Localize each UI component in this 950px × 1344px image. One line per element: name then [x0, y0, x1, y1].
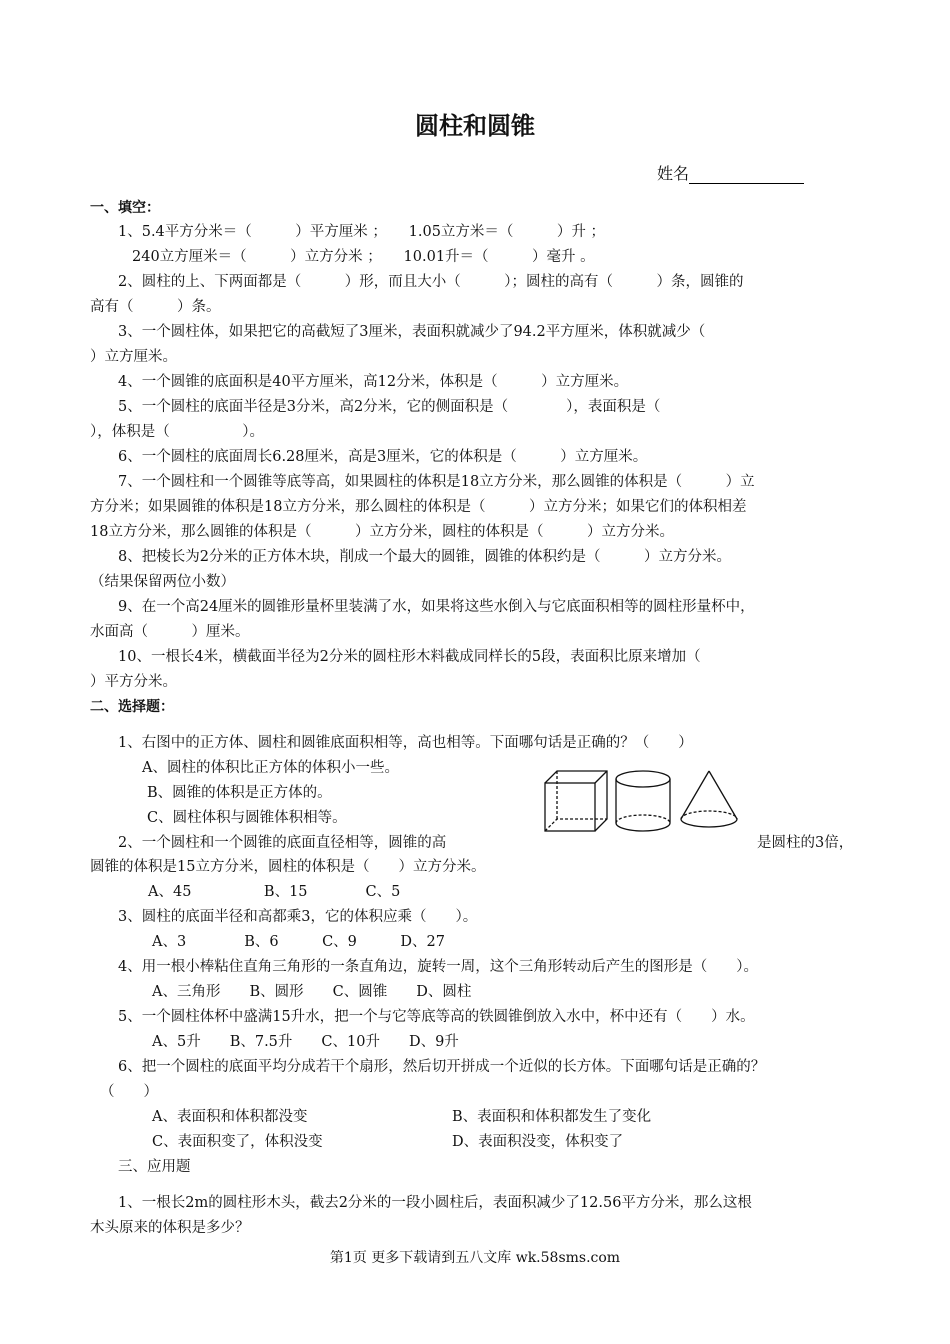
c2-options: A、45 B、15 C、5	[148, 884, 401, 900]
c1-option-a: A、圆柱的体积比正方体的体积小一些。	[142, 760, 399, 776]
c3-options: A、3 B、6 C、9 D、27	[152, 934, 445, 950]
q7-line2: 方分米；如果圆锥的体积是18立方分米，那么圆柱的体积是（ ）立方分米；如果它们的体积相差	[90, 499, 747, 515]
q1-line2: 240立方厘米＝（ ）立方分米 ； 10.01升＝（ ）毫升 。	[132, 249, 595, 265]
cube-figure	[545, 771, 607, 831]
q7-line1: 7、一个圆柱和一个圆锥等底等高，如果圆柱的体积是18立方分米，那么圆锥的体积是（ ）立	[118, 474, 755, 490]
q1-line1: 1、5.4平方分米＝（ ）平方厘米 ； 1.05立方米＝（ ）升 ；	[118, 224, 606, 240]
q2-line1: 2、圆柱的上、下两面都是（ ）形，而且大小（ ）；圆柱的高有（ ）条，圆锥的	[118, 274, 744, 290]
q9-line2: 水面高（ ）厘米。	[90, 624, 250, 640]
c6-option-b: B、表面积和体积都发生了变化	[452, 1109, 652, 1125]
c6-question: 6、把一个圆柱的底面平均分成若干个扇形，然后切开拼成一个近似的长方体。下面哪句话是正确的？	[118, 1059, 766, 1075]
c2-line2: 圆锥的体积是15立方分米，圆柱的体积是（ ）立方分米。	[90, 859, 486, 875]
q9-line1: 9、在一个高24厘米的圆锥形量杯里装满了水，如果将这些水倒入与它底面积相等的圆柱形量杯中，	[118, 599, 755, 615]
q6-line: 6、一个圆柱的底面周长6.28厘米，高是3厘米，它的体积是（ ）立方厘米。	[118, 449, 648, 465]
page-title: 圆柱和圆锥	[415, 112, 535, 140]
q2-line2: 高有（ ）条。	[90, 299, 221, 315]
q5-line2: ），体积是（ ）。	[90, 424, 264, 440]
cylinder-figure	[616, 771, 670, 831]
c6-option-d: D、表面积没变，体积变了	[452, 1134, 624, 1150]
section2-heading: 二、选择题：	[90, 699, 174, 715]
q3-line1: 3、一个圆柱体，如果把它的高截短了3厘米，表面积就减少了94.2平方厘米，体积就减少（	[118, 324, 706, 340]
name-blank	[689, 165, 804, 184]
c5-question: 5、一个圆柱体杯中盛满15升水，把一个与它等底等高的铁圆锥倒放入水中，杯中还有（ ）水。	[118, 1009, 755, 1025]
c2-line1: 2、一个圆柱和一个圆锥的底面直径相等，圆锥的高	[118, 835, 447, 851]
a1-line1: 1、一根长2m的圆柱形木头，截去2分米的一段小圆柱后，表面积减少了12.56平方分米，那么这根	[118, 1195, 752, 1211]
c4-options: A、三角形 B、圆形 C、圆锥 D、圆柱	[152, 984, 472, 1000]
c6-blank: （ ）	[100, 1084, 158, 1100]
q10-line1: 10、一根长4米，横截面半径为2分米的圆柱形木料截成同样长的5段，表面积比原来增加（	[118, 649, 701, 665]
name-label: 姓名	[657, 164, 690, 183]
q8-line1: 8、把棱长为2分米的正方体木块，削成一个最大的圆锥，圆锥的体积约是（ ）立方分米。	[118, 549, 731, 565]
c1-option-c: C、圆柱体积与圆锥体积相等。	[147, 810, 347, 826]
c5-options: A、5升 B、7.5升 C、10升 D、9升	[152, 1034, 459, 1050]
section1-heading: 一、填空：	[90, 200, 160, 216]
c1-question: 1、右图中的正方体、圆柱和圆锥底面积相等，高也相等。下面哪句话是正确的？（ ）	[118, 735, 693, 751]
q8-line2: （结果保留两位小数）	[90, 574, 235, 590]
q7-line3: 18立方分米，那么圆锥的体积是（ ）立方分米，圆柱的体积是（ ）立方分米。	[90, 524, 674, 540]
q3-line2: ）立方厘米。	[90, 349, 177, 365]
c4-question: 4、用一根小棒粘住直角三角形的一条直角边，旋转一周，这个三角形转动后产生的图形是（ ）。	[118, 959, 758, 975]
c1-option-b: B、圆锥的体积是正方体的。	[147, 785, 332, 801]
a1-line2: 木头原来的体积是多少？	[90, 1220, 250, 1236]
q10-line2: ）平方分米。	[90, 674, 177, 690]
name-field	[657, 161, 804, 184]
cone-figure	[681, 771, 737, 827]
section3-heading: 三、应用题	[118, 1159, 191, 1175]
c6-option-c: C、表面积变了，体积没变	[152, 1134, 323, 1150]
q5-line1: 5、一个圆柱的底面半径是3分米，高2分米，它的侧面积是（ ），表面积是（	[118, 399, 661, 415]
solids-figure	[543, 767, 743, 837]
q4-line: 4、一个圆锥的底面积是40平方厘米，高12分米，体积是（ ）立方厘米。	[118, 374, 629, 390]
c6-option-a: A、表面积和体积都没变	[152, 1109, 308, 1125]
page-footer: 第1页 更多下载请到五八文库 wk.58sms.com	[329, 1250, 621, 1266]
c2-line1-end: 是圆柱的3倍，	[757, 835, 854, 851]
c3-question: 3、圆柱的底面半径和高都乘3，它的体积应乘（ ）。	[118, 909, 478, 925]
